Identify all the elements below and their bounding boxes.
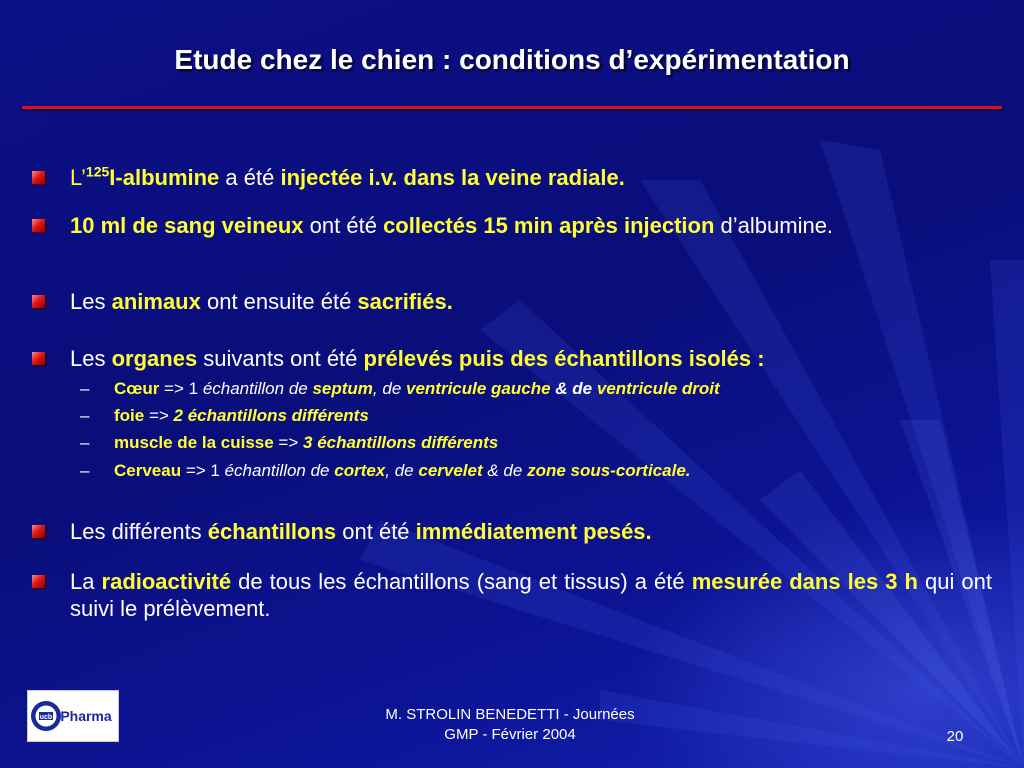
text-run: => 1 bbox=[181, 461, 225, 480]
ucb-pharma-logo bbox=[27, 690, 119, 742]
dash-icon: – bbox=[80, 406, 90, 425]
text-run: suivants ont été bbox=[197, 346, 364, 371]
highlight-run: ventricule droit bbox=[596, 379, 720, 398]
text-run: Les bbox=[70, 346, 112, 371]
highlight-run: septum bbox=[312, 379, 373, 398]
text-run: , de bbox=[372, 379, 407, 398]
highlight-run: cortex bbox=[334, 461, 386, 480]
highlight-run: ventricule gauche bbox=[406, 379, 551, 398]
highlight-run: Cœur bbox=[114, 379, 160, 398]
text-run: d’albumine. bbox=[714, 213, 834, 238]
slide-title: Etude chez le chien : conditions d’expérimentation bbox=[174, 44, 850, 75]
highlight-run: : bbox=[751, 346, 765, 371]
text-run: => bbox=[273, 433, 304, 452]
bullet-square-icon bbox=[32, 575, 45, 588]
text-run: => 1 bbox=[159, 379, 203, 398]
text-run: => bbox=[144, 406, 174, 425]
highlight-run: injectée i.v. dans la veine radiale. bbox=[280, 165, 625, 190]
highlight-run: 10 ml de sang veineux bbox=[70, 213, 304, 238]
highlight-run: organes bbox=[111, 346, 198, 371]
bullet-text bbox=[70, 518, 992, 545]
text-run: , de bbox=[385, 461, 419, 480]
subitem-text bbox=[114, 432, 980, 454]
bullet-square-icon bbox=[32, 219, 45, 232]
text-run: ont été bbox=[336, 519, 416, 544]
text-run: échantillon de bbox=[224, 461, 335, 480]
dash-icon: – bbox=[80, 433, 90, 452]
footer-line-2: GMP - Février 2004 bbox=[444, 726, 576, 743]
text-run: Les différents bbox=[70, 519, 208, 544]
highlight-run: animaux bbox=[111, 289, 201, 314]
highlight-run: radioactivité bbox=[101, 569, 232, 594]
text-run: L’ bbox=[70, 165, 86, 190]
text-run: Les bbox=[70, 289, 112, 314]
highlight-run: muscle de la cuisse bbox=[114, 433, 274, 452]
bullet-text bbox=[70, 345, 992, 372]
dash-icon: – bbox=[80, 379, 90, 398]
highlight-run: 3 échantillons différents bbox=[303, 433, 499, 452]
highlight-run: sacrifiés. bbox=[357, 289, 453, 314]
highlight-run: Cerveau bbox=[114, 461, 182, 480]
highlight-run: collectés 15 min après injection bbox=[383, 213, 715, 238]
footer-line-1: M. STROLIN BENEDETTI - Journées bbox=[385, 706, 635, 723]
text-run: & de bbox=[482, 461, 528, 480]
highlight-run: échantillons bbox=[207, 519, 337, 544]
text-run: de tous les échantillons (sang et tissus) a été bbox=[231, 569, 692, 594]
dash-icon: – bbox=[80, 461, 90, 480]
title-divider bbox=[22, 106, 1002, 109]
text-run: ont été bbox=[303, 213, 384, 238]
highlight-run: I-albumine bbox=[109, 165, 220, 190]
highlight-run: foie bbox=[114, 406, 145, 425]
highlight-run: prélevés puis des échantillons isolés bbox=[363, 346, 752, 371]
text-run: qui ont suivi le prélèvement. bbox=[70, 569, 992, 621]
bullet-square-icon bbox=[32, 171, 45, 184]
page-number: 20 bbox=[946, 728, 964, 745]
text-run: & de bbox=[550, 379, 597, 398]
bullet-square-icon bbox=[32, 295, 45, 308]
bullet-text bbox=[70, 212, 992, 239]
logo-ucb-text: ucb bbox=[39, 714, 53, 721]
text-run: ont ensuite été bbox=[200, 289, 358, 314]
highlight-run: mesurée dans les 3 h bbox=[691, 569, 918, 594]
highlight-run: zone sous-corticale. bbox=[527, 461, 691, 480]
subitem-text bbox=[114, 460, 980, 482]
isotope-superscript: 125 bbox=[85, 163, 110, 180]
bullet-text bbox=[70, 164, 992, 191]
footer-author bbox=[340, 705, 680, 745]
highlight-run: cervelet bbox=[418, 461, 483, 480]
text-run: échantillon de bbox=[202, 379, 313, 398]
bullet-text bbox=[70, 568, 992, 622]
logo-pharma-text: Pharma bbox=[60, 708, 112, 724]
subitem-text bbox=[114, 378, 980, 400]
bullet-text bbox=[70, 288, 992, 315]
text-run: La bbox=[70, 569, 102, 594]
bullet-square-icon bbox=[32, 525, 45, 538]
highlight-run: 2 échantillons différents bbox=[173, 406, 369, 425]
bullet-square-icon bbox=[32, 352, 45, 365]
highlight-run: immédiatement pesés. bbox=[415, 519, 652, 544]
subitem-text bbox=[114, 405, 980, 427]
text-run: a été bbox=[219, 165, 281, 190]
